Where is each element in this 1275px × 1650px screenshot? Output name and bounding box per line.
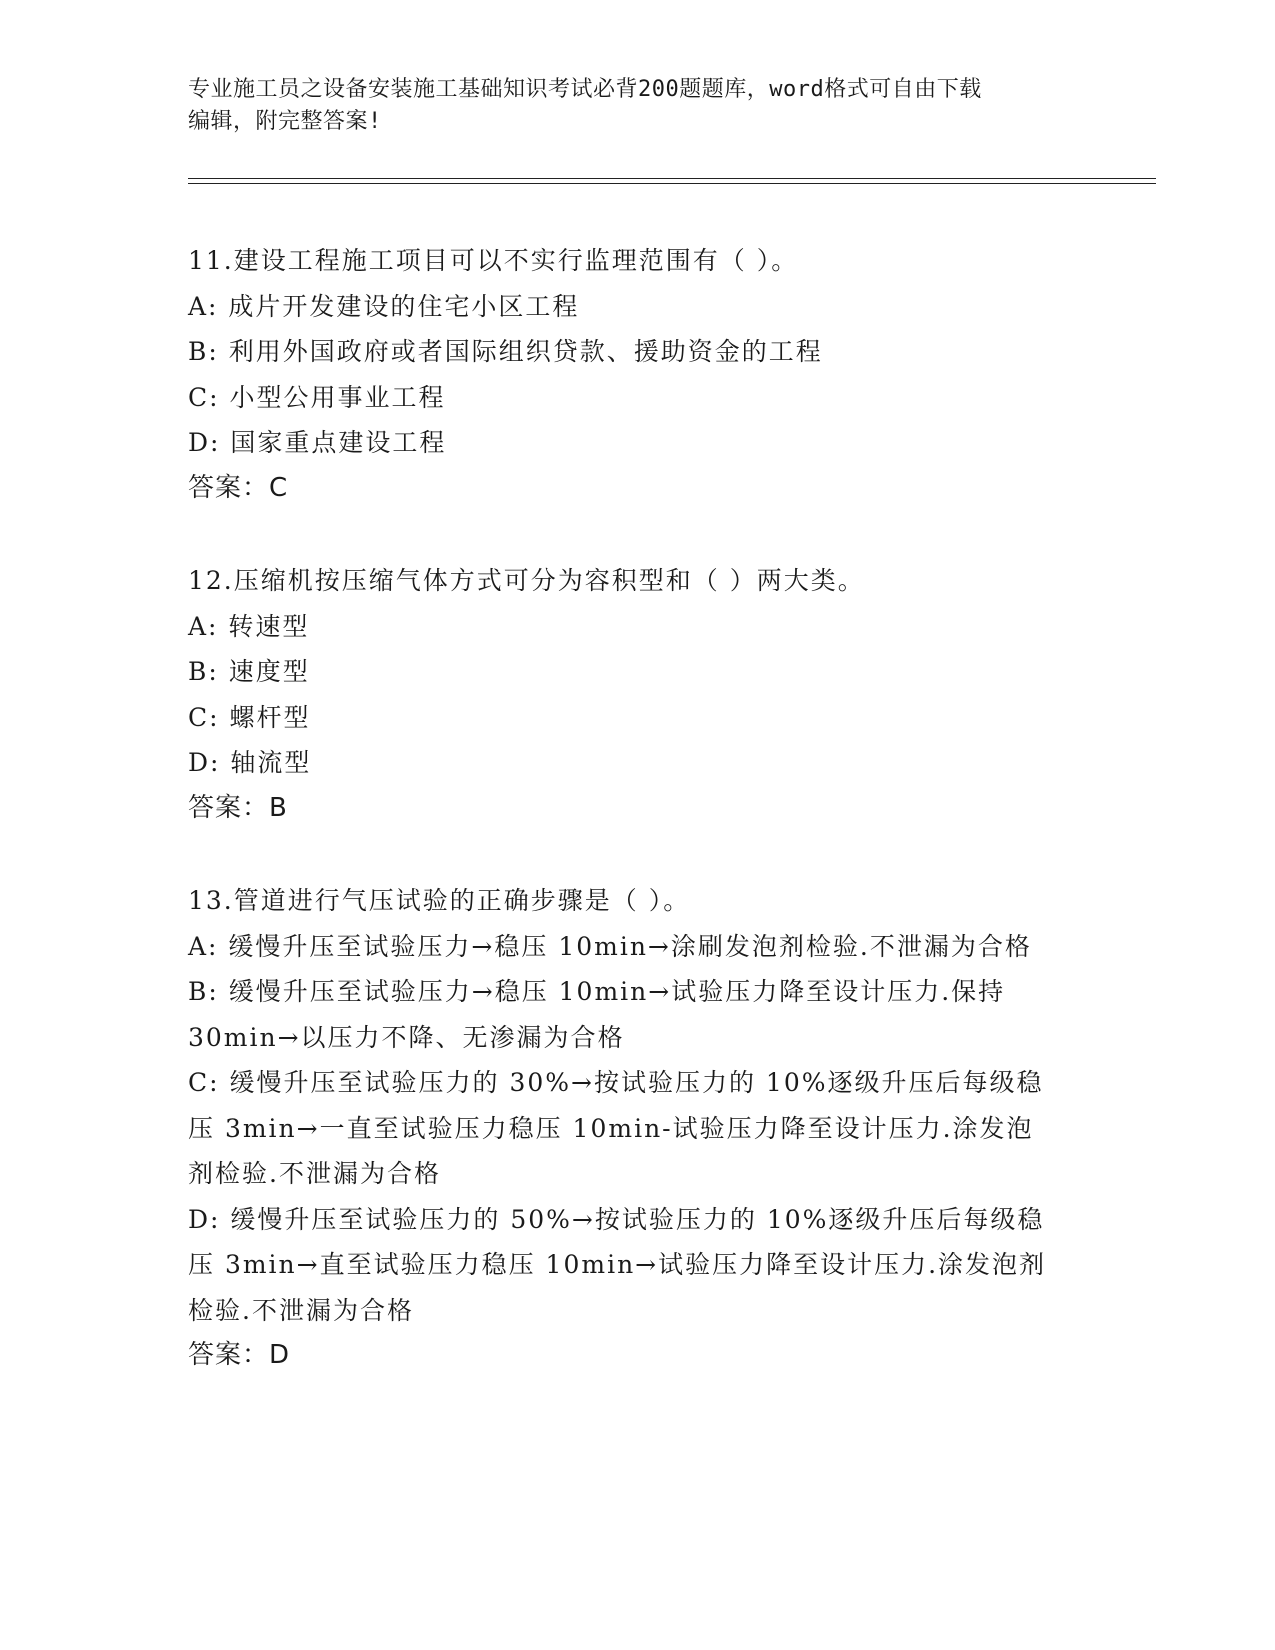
option-c: C: 缓慢升压至试验压力的 30%→按试验压力的 10%逐级升压后每级稳 — [188, 1068, 1044, 1097]
option-d: D: 国家重点建设工程 — [188, 428, 447, 457]
option-b-continued: 30min→以压力不降、无渗漏为合格 — [188, 1022, 625, 1052]
option-a: A: 成片开发建设的住宅小区工程 — [188, 291, 580, 321]
answer: 答案：D — [188, 1340, 291, 1370]
option-a: A: 转速型 — [188, 611, 310, 641]
document-header — [188, 74, 1088, 138]
option-b: B: 缓慢升压至试验压力→稳压 10min→试验压力降至设计压力.保持 — [188, 977, 1006, 1006]
option-b: B: 利用外国政府或者国际组织贷款、援助资金的工程 — [188, 337, 823, 366]
option-c-continued: 剂检验.不泄漏为合格 — [188, 1159, 441, 1188]
question-stem: 13.管道进行气压试验的正确步骤是（ ）。 — [188, 886, 691, 915]
option-c: C: 螺杆型 — [188, 702, 311, 732]
option-c: C: 小型公用事业工程 — [188, 382, 446, 412]
option-d: D: 轴流型 — [188, 748, 312, 777]
question-13 — [188, 878, 1088, 1379]
header-line: 编辑，附完整答案! — [188, 109, 382, 134]
header-divider — [188, 178, 1156, 179]
answer: 答案：B — [188, 792, 288, 823]
option-a: A: 缓慢升压至试验压力→稳压 10min→涂刷发泡剂检验.不泄漏为合格 — [188, 931, 1032, 961]
option-d-continued: 检验.不泄漏为合格 — [188, 1295, 414, 1325]
header-divider — [188, 183, 1156, 184]
question-12 — [188, 558, 1088, 831]
question-11 — [188, 238, 1088, 511]
answer: 答案：C — [188, 472, 289, 503]
header-line: 专业施工员之设备安装施工基础知识考试必背200题题库，word格式可自由下载 — [188, 77, 982, 102]
option-d: D: 缓慢升压至试验压力的 50%→按试验压力的 10%逐级升压后每级稳 — [188, 1204, 1045, 1234]
option-d-continued: 压 3min→直至试验压力稳压 10min→试验压力降至设计压力.涂发泡剂 — [188, 1250, 1047, 1279]
question-stem: 11.建设工程施工项目可以不实行监理范围有（ ）。 — [188, 246, 799, 275]
question-stem: 12.压缩机按压缩气体方式可分为容积型和（ ）两大类。 — [188, 566, 865, 595]
option-b: B: 速度型 — [188, 657, 310, 686]
option-c-continued: 压 3min→一直至试验压力稳压 10min-试验压力降至设计压力.涂发泡 — [188, 1113, 1034, 1143]
